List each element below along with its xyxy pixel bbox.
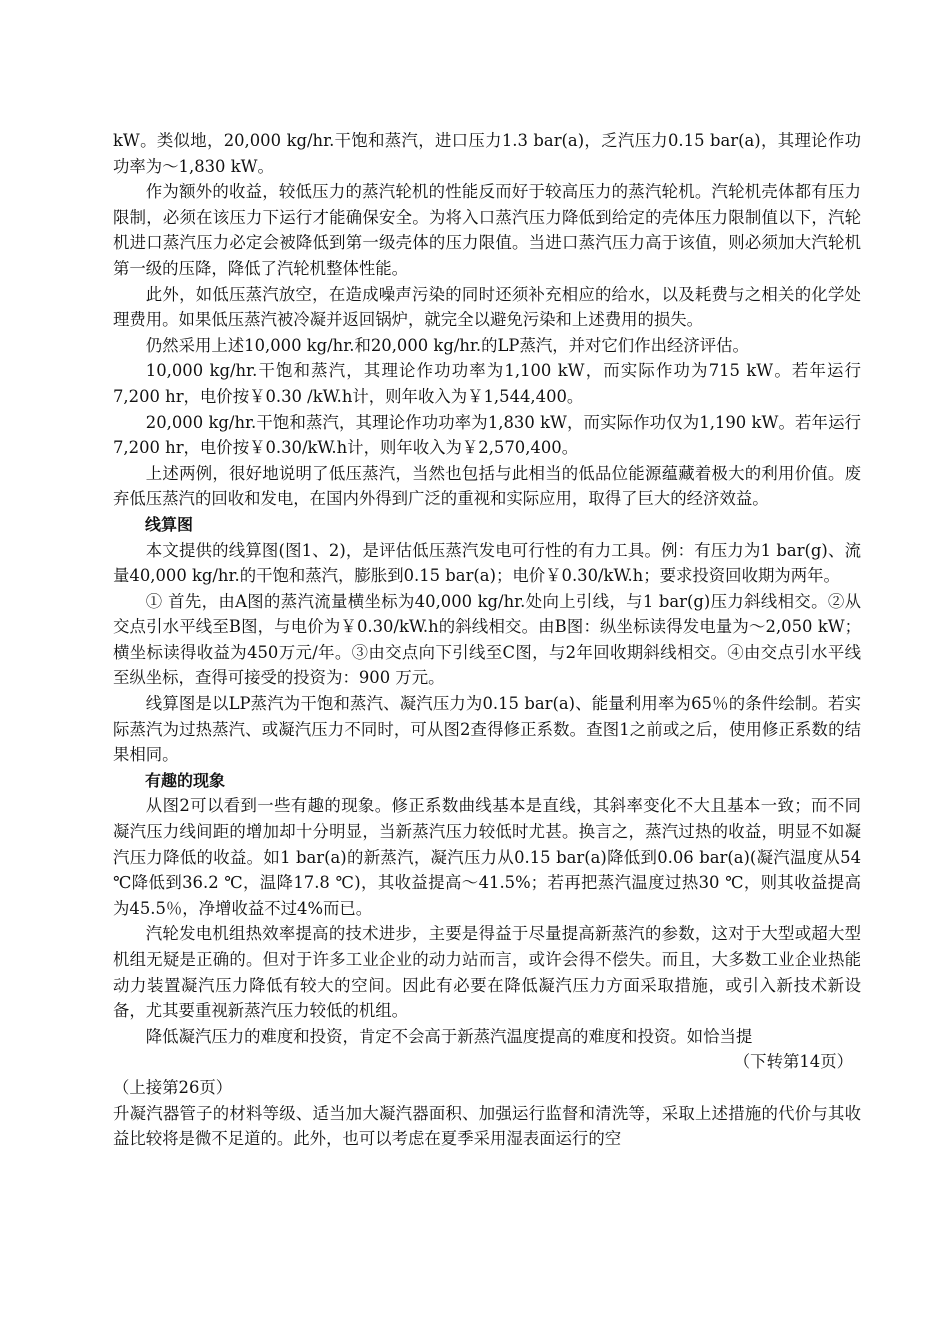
paragraph: 汽轮发电机组热效率提高的技术进步，主要是得益于尽量提高新蒸汽的参数，这对于大型或超大型机组无疑是正确的。但对于许多工业企业的动力站而言，或许会得不偿失。而且，大多数工业企业热能动力装置凝汽压力降低有较大的空间。因此有必要在降低凝汽压力方面采取措施，或引入新技术新设备，尤其要重视新蒸汽压力较低的机组。: [113, 924, 861, 1021]
paragraph: 线算图是以LP蒸汽为干饱和蒸汽、凝汽压力为0.15 bar(a)、能量利用率为65％的条件绘制。若实际蒸汽为过热蒸汽、或凝汽压力不同时，可从图2查得修正系数。查图1之前或之后，使用修正系数的结果相同。: [113, 694, 861, 765]
section-heading: 线算图: [145, 514, 194, 534]
paragraph: 此外，如低压蒸汽放空，在造成噪声污染的同时还须补充相应的给水，以及耗费与之相关的化学处理费用。如果低压蒸汽被冷凝并返回锅炉，就完全以避免污染和上述费用的损失。: [113, 284, 861, 330]
paragraph: 从图2可以看到一些有趣的现象。修正系数曲线基本是直线，其斜率变化不大且基本一致；而不同凝汽压力线间距的增加却十分明显，当新蒸汽压力较低时尤甚。换言之，蒸汽过热的收益，明显不如凝汽压力降低的收益。如1 bar(a)的新蒸汽，凝汽压力从0.15 bar(a)降低到0.06 bar(a)(凝汽温度从54 ℃降低到36.2 ℃，温降17.8 ℃)，其收益提高～41.5%；若再把蒸汽温度过热30 ℃，则其收益提高为45.5％，净增收益不过4%而已。: [113, 796, 861, 918]
paragraph: 本文提供的线算图(图1、2)，是评估低压蒸汽发电可行性的有力工具。例：有压力为1 bar(g)、流量40,000 kg/hr.的干饱和蒸汽，膨胀到0.15 bar(a)；电价￥0.30/kW.h；要求投资回收期为两年。: [113, 540, 861, 586]
paragraph-tail: 升凝汽器管子的材料等级、适当加大凝汽器面积、加强运行监督和清洗等，采取上述措施的代价与其收益比较将是微不足道的。此外，也可以考虑在夏季采用湿表面运行的空: [113, 1103, 861, 1149]
paragraph: 上述两例，很好地说明了低压蒸汽，当然也包括与此相当的低品位能源蕴藏着极大的利用价值。废弃低压蒸汽的回收和发电，在国内外得到广泛的重视和实际应用，取得了巨大的经济效益。: [113, 463, 861, 509]
paragraph: 降低凝汽压力的难度和投资，肯定不会高于新蒸汽温度提高的难度和投资。如恰当提: [145, 1026, 753, 1046]
paragraph: 20,000 kg/hr.干饱和蒸汽，其理论作功功率为1,830 kW，而实际作功仅为1,190 kW。若年运行7,200 hr，电价按￥0.30/kW.h计，则年收入为￥2,570,400。: [113, 412, 861, 458]
section-heading: 有趣的现象: [145, 770, 226, 790]
continued-from-note: （上接第26页）: [113, 1077, 233, 1097]
paragraph: ① 首先，由A图的蒸汽流量横坐标为40,000 kg/hr.处向上引线，与1 bar(g)压力斜线相交。②从交点引水平线至B图，与电价为￥0.30/kW.h的斜线相交。由B图：纵坐标读得发电量为～2,050 kW；横坐标读得收益为450万元/年。③由交点向下引线至C图，与2年回收期斜线相交。④由交点引水平线至纵坐标，查得可接受的投资为：900 万元。: [113, 591, 861, 688]
paragraph: 仍然采用上述10,000 kg/hr.和20,000 kg/hr.的LP蒸汽，并对它们作出经济评估。: [145, 335, 749, 355]
paragraph: 10,000 kg/hr.干饱和蒸汽，其理论作功功率为1,100 kW，而实际作功为715 kW。若年运行7,200 hr，电价按￥0.30 /kW.h计，则年收入为￥1,544,400。: [113, 361, 861, 406]
continued-to-note: （下转第14页）: [733, 1052, 853, 1072]
document-page: [113, 128, 861, 1152]
paragraph: 作为额外的收益，较低压力的蒸汽轮机的性能反而好于较高压力的蒸汽轮机。汽轮机壳体都有压力限制，必须在该压力下运行才能确保安全。为将入口蒸汽压力降低到给定的壳体压力限制值以下，汽轮机进口蒸汽压力必定会被降低到第一级壳体的压力限值。当进口蒸汽压力高于该值，则必须加大汽轮机第一级的压降，降低了汽轮机整体性能。: [113, 182, 861, 278]
paragraph-continuation: kW。类似地，20,000 kg/hr.干饱和蒸汽，进口压力1.3 bar(a)，乏汽压力0.15 bar(a)，其理论作功功率为～1,830 kW。: [113, 131, 861, 176]
